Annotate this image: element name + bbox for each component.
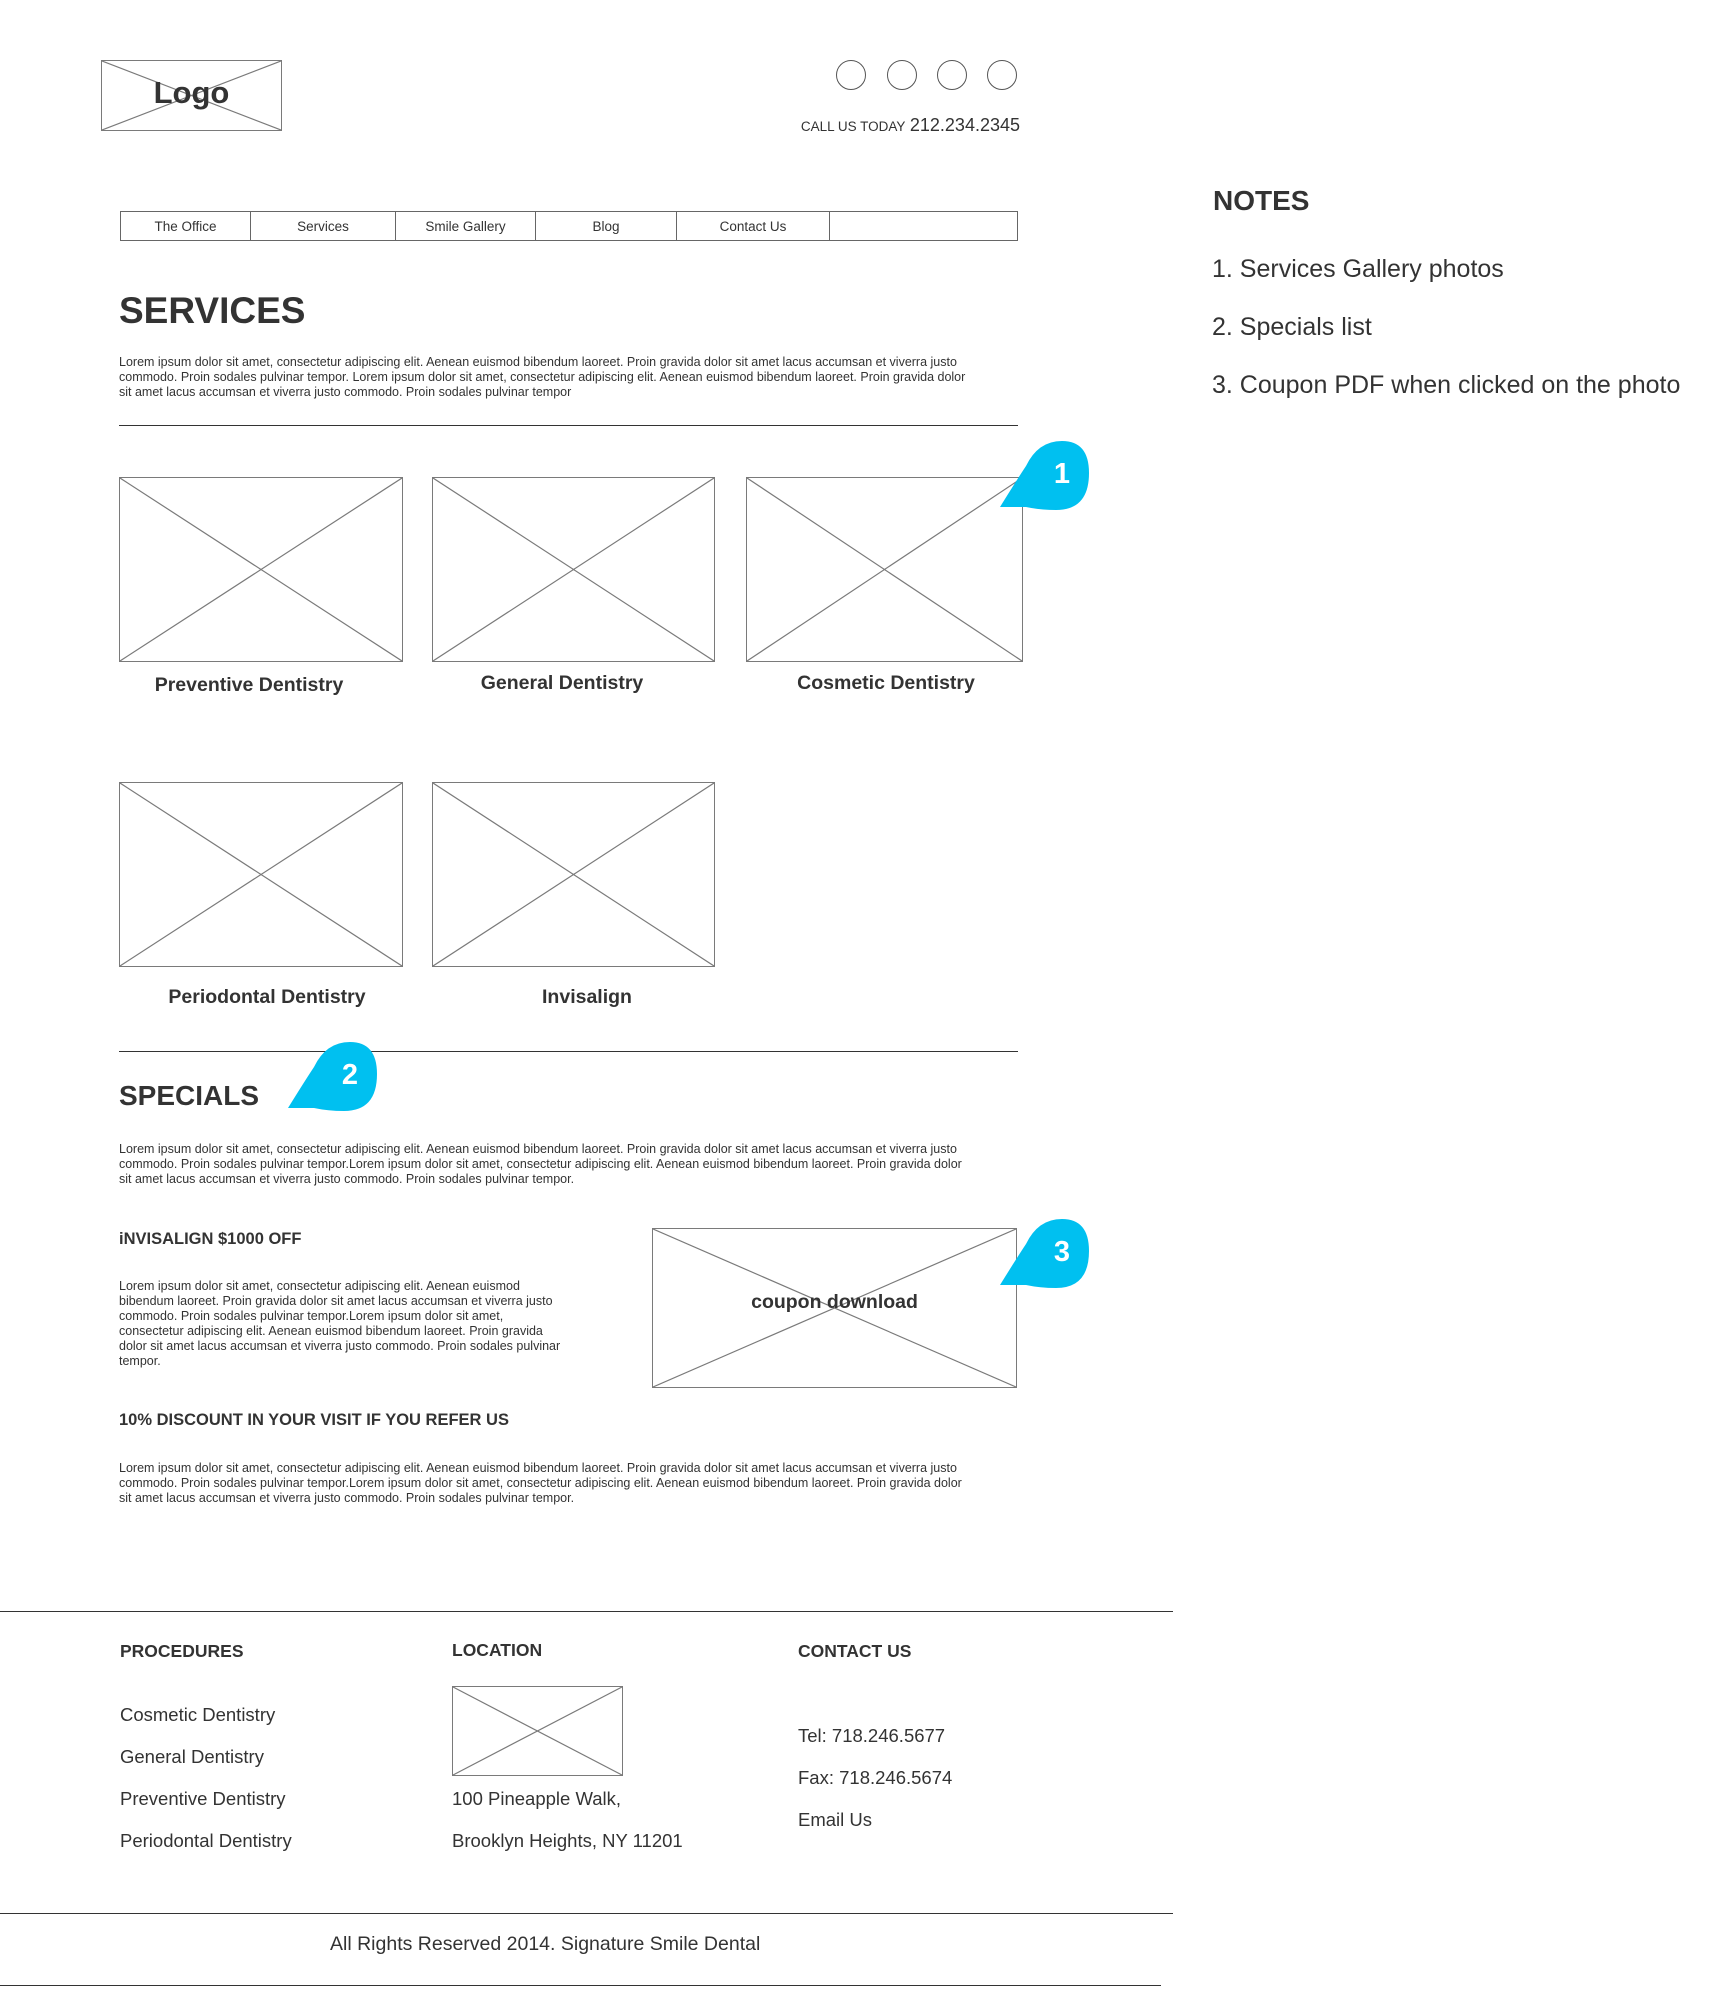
logo-text: Logo [153,75,230,110]
offer-referral-line: sit amet lacus accumsan et viverra justo commodo. Proin sodales pulvinar tempor. [119,1491,575,1505]
service-photo-general[interactable] [432,477,715,662]
phone-number[interactable]: 212.234.2345 [909,115,1020,135]
image-placeholder-icon [433,783,714,966]
service-photo-preventive[interactable] [119,477,403,662]
social-icon-4[interactable] [987,60,1017,90]
specials-intro-line: sit amet lacus accumsan et viverra justo commodo. Proin sodales pulvinar tempor. [119,1172,575,1186]
offer-invisalign-text [119,1279,619,1369]
service-photo-cosmetic[interactable] [746,477,1023,662]
specials-title: SPECIALS [119,1080,260,1111]
footer-top-divider [0,1611,1173,1612]
specials-intro-line: commodo. Proin sodales pulvinar tempor.Lorem ipsum dolor sit amet, consectetur adipiscing elit. Aenean euismod bibendum laoreet. Proin gravida dolor [119,1157,962,1171]
offer-referral-title: 10% DISCOUNT IN YOUR VISIT IF YOU REFER US [119,1411,509,1429]
offer-referral-line: commodo. Proin sodales pulvinar tempor.Lorem ipsum dolor sit amet, consectetur adipiscing elit. Aenean euismod bibendum laoreet. Proin gravida dolor [119,1476,962,1490]
note-item-1: 1. Services Gallery photos [1212,255,1504,283]
service-photo-periodontal[interactable] [119,782,403,967]
address-line-1: 100 Pineapple Walk, [452,1788,622,1809]
service-label-cosmetic[interactable]: Cosmetic Dentistry [797,672,975,694]
logo[interactable] [101,60,282,131]
specials-intro [119,1142,1039,1187]
services-intro-line: sit amet lacus accumsan et viverra justo commodo. Proin sodales pulvinar tempor [119,385,572,399]
offer-invisalign-title: iNVISALIGN $1000 OFF [119,1230,302,1248]
note-item-3: 3. Coupon PDF when clicked on the photo [1212,371,1681,399]
call-us [760,115,1020,136]
service-photo-invisalign[interactable] [432,782,715,967]
annotation-badge-3 [1000,1218,1090,1290]
offer-invisalign-line: consectetur adipiscing elit. Aenean euismod bibendum laoreet. Proin gravida [119,1324,543,1338]
social-icon-3[interactable] [937,60,967,90]
divider [119,1051,1018,1052]
image-placeholder-icon [120,783,402,966]
contact-fax: Fax: 718.246.5674 [798,1767,953,1788]
service-label-periodontal[interactable]: Periodontal Dentistry [168,986,366,1008]
coupon-download[interactable] [652,1228,1017,1388]
footer-contact-heading: CONTACT US [798,1641,912,1661]
social-icon-1[interactable] [836,60,866,90]
service-label-preventive[interactable]: Preventive Dentistry [154,674,344,696]
offer-referral-line: Lorem ipsum dolor sit amet, consectetur adipiscing elit. Aenean euismod bibendum laoreet. Proin gravida dolor sit amet lacus accumsan et viverra justo [119,1461,957,1475]
annotation-badge-number: 2 [341,1059,359,1091]
social-icon-2[interactable] [887,60,917,90]
nav-item-services[interactable]: Services [251,212,396,240]
nav-item-empty[interactable] [830,212,1017,240]
nav-item-contact-us[interactable]: Contact Us [677,212,830,240]
offer-referral-text [119,1461,1039,1506]
note-item-2: 2. Specials list [1212,313,1372,341]
image-placeholder-icon [120,478,402,661]
image-placeholder-icon [433,478,714,661]
nav-item-smile-gallery[interactable]: Smile Gallery [396,212,536,240]
coupon-download-label: coupon download [751,1291,918,1313]
offer-invisalign-line: commodo. Proin sodales pulvinar tempor.Lorem ipsum dolor sit amet, [119,1309,504,1323]
footer-link-cosmetic[interactable]: Cosmetic Dentistry [120,1704,276,1725]
footer-bottom-divider [0,1985,1161,1986]
nav-item-blog[interactable]: Blog [536,212,677,240]
annotation-badge-number: 3 [1053,1236,1071,1268]
offer-invisalign-line: bibendum laoreet. Proin gravida dolor sit amet lacus accumsan et viverra justo [119,1294,553,1308]
contact-tel[interactable]: Tel: 718.246.5677 [798,1725,946,1746]
address-line-2: Brooklyn Heights, NY 11201 [452,1830,683,1851]
call-us-label: CALL US TODAY [800,119,906,134]
services-intro [119,355,1039,400]
service-label-general[interactable]: General Dentistry [480,672,644,694]
main-nav [120,211,1018,241]
service-label-invisalign[interactable]: Invisalign [542,986,632,1008]
copyright: All Rights Reserved 2014. Signature Smile Dental [330,1933,761,1955]
map-placeholder-icon [453,1687,622,1775]
image-placeholder-icon [747,478,1022,661]
contact-email-link[interactable]: Email Us [798,1809,873,1830]
offer-invisalign-line: tempor. [119,1354,161,1368]
footer-procedures-heading: PROCEDURES [120,1641,244,1661]
divider [119,425,1018,426]
services-title: SERVICES [119,290,306,331]
annotation-badge-2 [288,1041,378,1113]
footer-link-general[interactable]: General Dentistry [120,1746,264,1767]
offer-invisalign-line: dolor sit amet lacus accumsan et viverra justo commodo. Proin sodales pulvinar [119,1339,561,1353]
annotation-badge-number: 1 [1053,458,1071,490]
annotation-badge-1 [1000,440,1090,512]
offer-invisalign-line: Lorem ipsum dolor sit amet, consectetur adipiscing elit. Aenean euismod [119,1279,520,1293]
footer-link-periodontal[interactable]: Periodontal Dentistry [120,1830,292,1851]
services-intro-line: Lorem ipsum dolor sit amet, consectetur adipiscing elit. Aenean euismod bibendum laoreet. Proin gravida dolor sit amet lacus accumsan et viverra justo [119,355,957,369]
services-intro-line: commodo. Proin sodales pulvinar tempor. Lorem ipsum dolor sit amet, consectetur adipiscing elit. Aenean euismod bibendum laoreet. Proin gravida dolor [119,370,966,384]
specials-intro-line: Lorem ipsum dolor sit amet, consectetur adipiscing elit. Aenean euismod bibendum laoreet. Proin gravida dolor sit amet lacus accumsan et viverra justo [119,1142,957,1156]
location-map[interactable] [452,1686,623,1776]
footer-copyright-divider [0,1913,1173,1914]
footer-location-heading: LOCATION [452,1640,543,1660]
footer-link-preventive[interactable]: Preventive Dentistry [120,1788,286,1809]
nav-item-the-office[interactable]: The Office [121,212,251,240]
notes-title: NOTES [1213,185,1310,216]
